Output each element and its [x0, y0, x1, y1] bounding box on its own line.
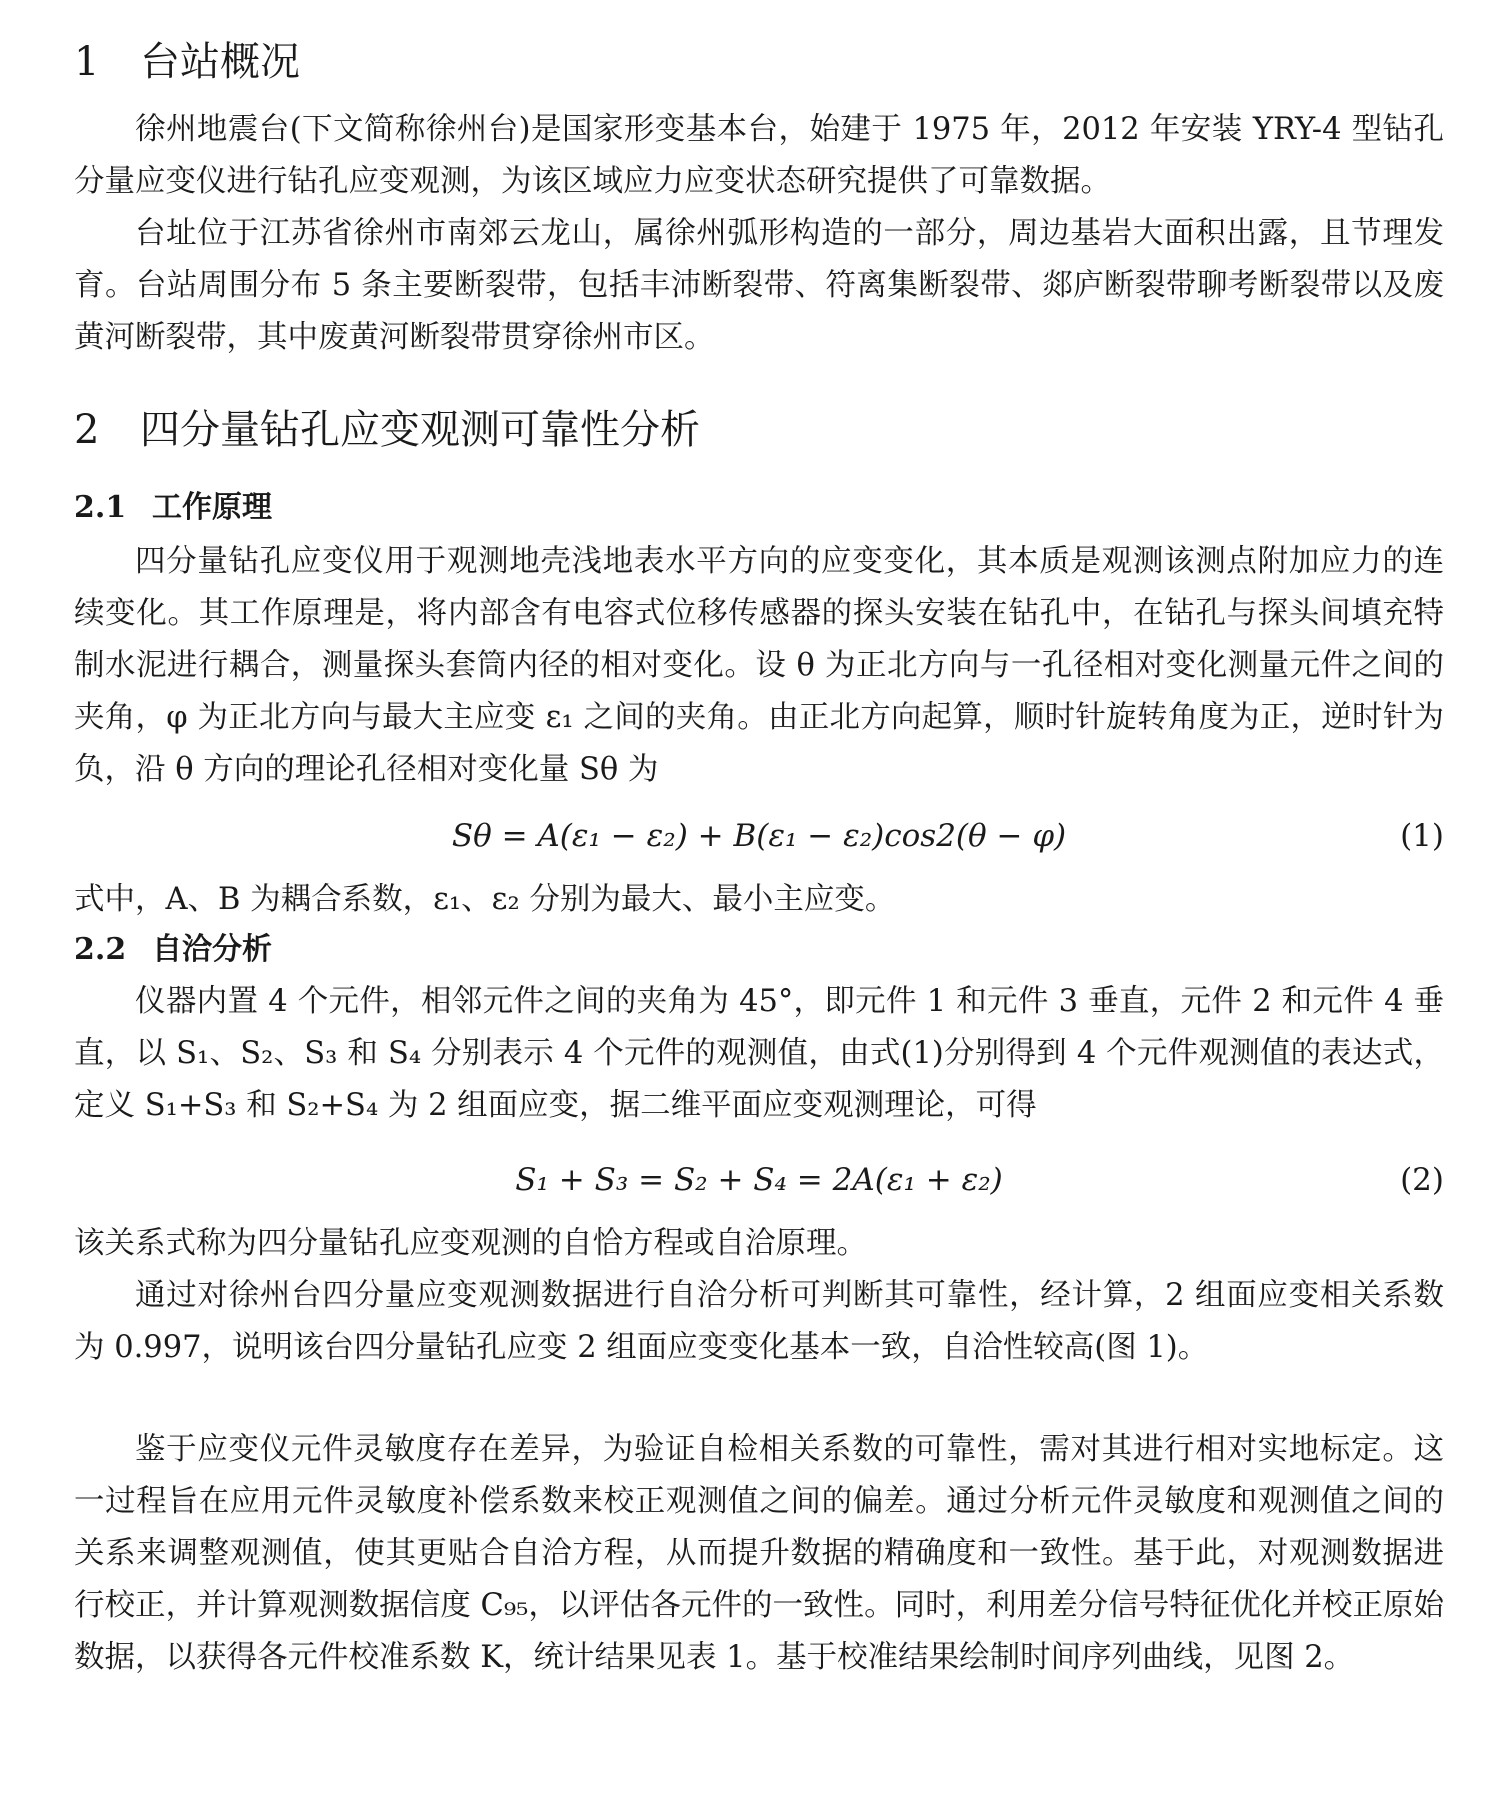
subsection-2-1-title: 工作原理 — [152, 490, 272, 525]
section-1-paragraph-2: 台址位于江苏省徐州市南郊云龙山，属徐州弧形构造的一部分，周边基岩大面积出露，且节理发育。台站周围分布 5 条主要断裂带，包括丰沛断裂带、符离集断裂带、郯庐断裂带聊考断裂带以及废黄河断裂带，其中废黄河断裂带贯穿徐州市区。 — [74, 216, 1444, 355]
subsection-2-2-paragraph-2: 该关系式称为四分量钻孔应变观测的自恰方程或自洽原理。 — [74, 1226, 867, 1261]
subsection-2-1-paragraph-1: 四分量钻孔应变仪用于观测地壳浅地表水平方向的应变变化，其本质是观测该测点附加应力的连续变化。其工作原理是，将内部含有电容式位移传感器的探头安装在钻孔中，在钻孔与探头间填充特制水泥进行耦合，测量探头套筒内径的相对变化。设 θ 为正北方向与一孔径相对变化测量元件之间的夹角，φ 为正北方向与最大主应变 ε₁ 之间的夹角。由正北方向起算，顺时针旋转角度为正，逆时针为负，沿 θ 方向的理论孔径相对变化量 Sθ 为 — [74, 544, 1444, 787]
equation-2 — [74, 1154, 1444, 1206]
section-1-paragraph-1: 徐州地震台(下文简称徐州台)是国家形变基本台，始建于 1975 年，2012 年安装 YRY-4 型钻孔分量应变仪进行钻孔应变观测，为该区域应力应变状态研究提供了可靠数据。 — [74, 112, 1444, 199]
section-1-number: 1 — [74, 39, 100, 85]
section-2-heading — [74, 404, 700, 456]
section-2-number: 2 — [74, 407, 100, 453]
subsection-2-1-number: 2.1 — [74, 490, 127, 525]
section-2-title: 四分量钻孔应变观测可靠性分析 — [140, 407, 700, 453]
subsection-2-2-heading — [74, 930, 272, 970]
equation-2-formula: S₁ + S₃ = S₂ + S₄ = 2A(ε₁ + ε₂) — [515, 1162, 1003, 1198]
equation-1-formula: Sθ = A(ε₁ − ε₂) + B(ε₁ − ε₂)cos2(θ − φ) — [451, 818, 1067, 854]
section-1-title: 台站概况 — [140, 39, 300, 85]
subsection-2-2-number: 2.2 — [74, 932, 127, 967]
equation-1-number: (1) — [1400, 818, 1444, 854]
subsection-2-2-paragraph-1: 仪器内置 4 个元件，相邻元件之间的夹角为 45°，即元件 1 和元件 3 垂直，元件 2 和元件 4 垂直，以 S₁、S₂、S₃ 和 S₄ 分别表示 4 个元件的观测值，由式(1)分别得到 4 个元件观测值的表达式，定义 S₁+S₃ 和 S₂+S₄ 为 2 组面应变，据二维平面应变观测理论，可得 — [74, 984, 1444, 1123]
subsection-2-2-paragraph-4: 鉴于应变仪元件灵敏度存在差异，为验证自检相关系数的可靠性，需对其进行相对实地标定。这一过程旨在应用元件灵敏度补偿系数来校正观测值之间的偏差。通过分析元件灵敏度和观测值之间的关系来调整观测值，使其更贴合自洽方程，从而提升数据的精确度和一致性。基于此，对观测数据进行校正，并计算观测数据信度 C₉₅，以评估各元件的一致性。同时，利用差分信号特征优化并校正原始数据，以获得各元件校准系数 K，统计结果见表 1。基于校准结果绘制时间序列曲线，见图 2。 — [74, 1432, 1444, 1675]
subsection-2-1-paragraph-2: 式中，A、B 为耦合系数，ε₁、ε₂ 分别为最大、最小主应变。 — [74, 882, 896, 917]
subsection-2-2-title: 自洽分析 — [152, 932, 272, 967]
subsection-2-1-heading — [74, 488, 272, 528]
equation-2-number: (2) — [1400, 1162, 1444, 1198]
subsection-2-2-paragraph-3: 通过对徐州台四分量应变观测数据进行自洽分析可判断其可靠性，经计算，2 组面应变相关系数为 0.997，说明该台四分量钻孔应变 2 组面应变变化基本一致，自洽性较高(图 1)。 — [74, 1278, 1444, 1365]
equation-1 — [74, 810, 1444, 862]
section-1-heading — [74, 36, 300, 88]
